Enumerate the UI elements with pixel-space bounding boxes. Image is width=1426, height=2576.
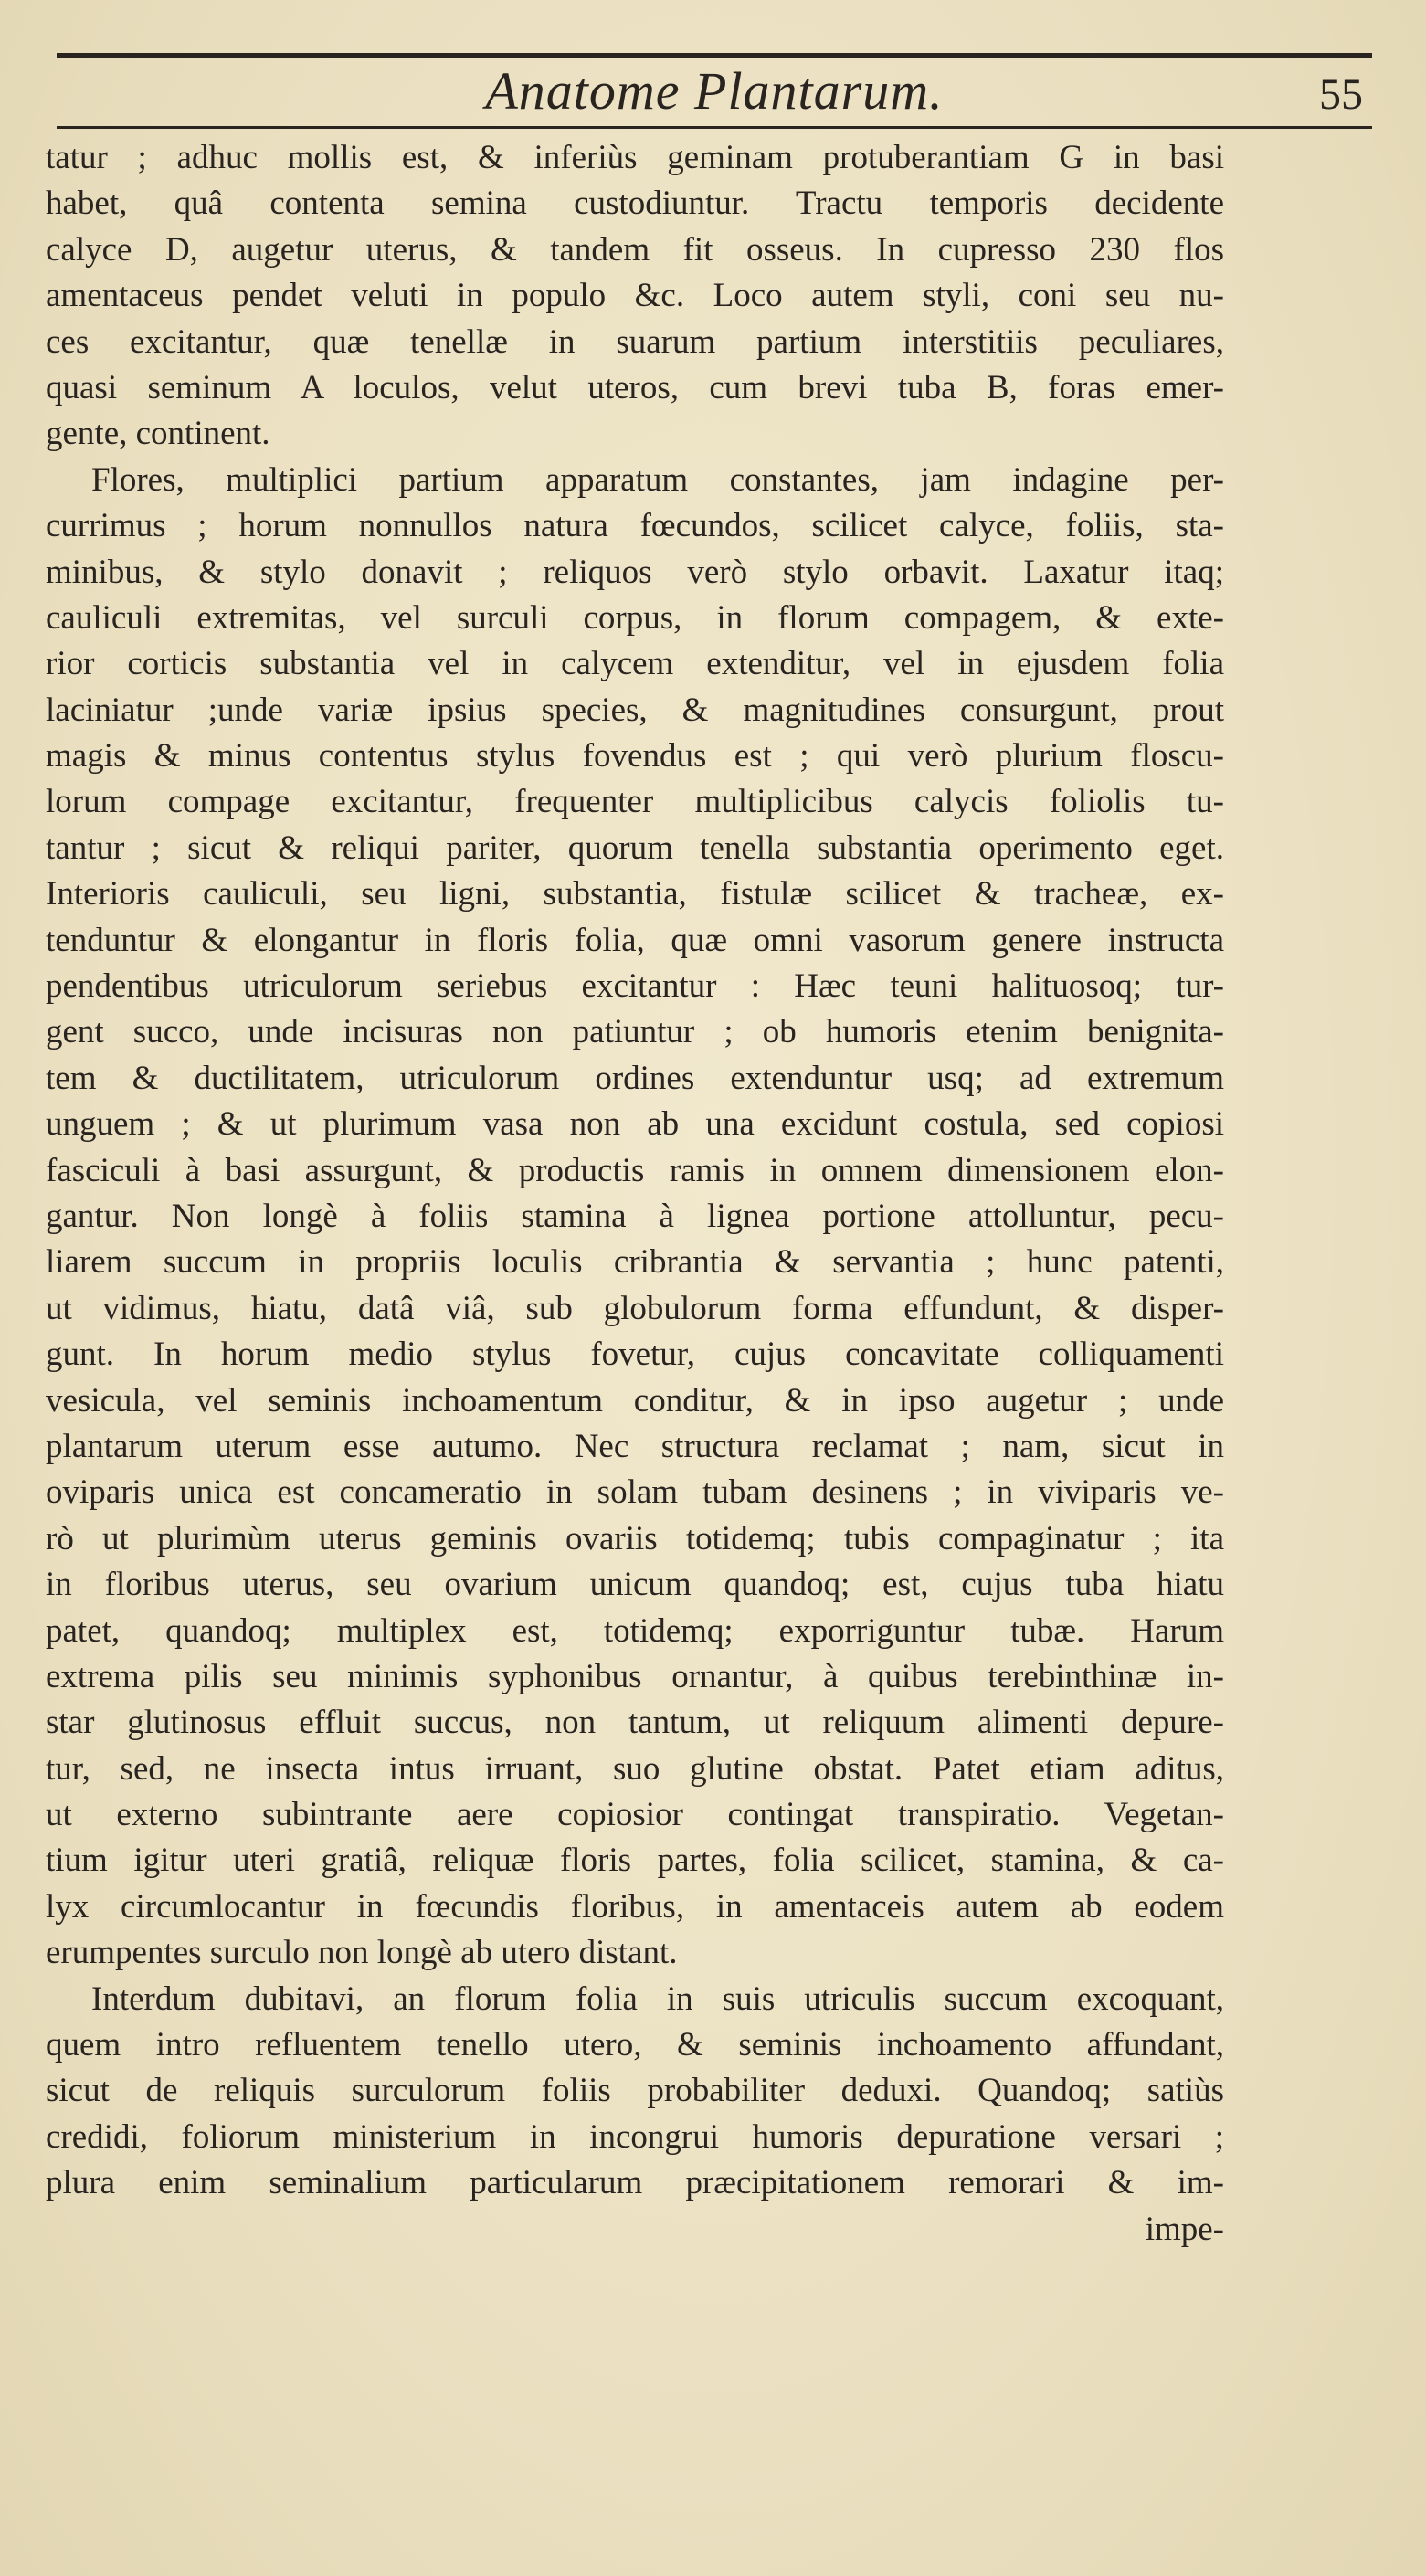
text-line: fasciculi à basi assurgunt, & productis ramis in omnem dimensionem elon- [46,1151,1224,1189]
text-line: tem & ductilitatem, utriculorum ordines extenduntur usq; ad extremum [46,1059,1224,1097]
text-line: magis & minus contentus stylus fovendus est ; qui verò plurium flоscu- [46,737,1224,776]
header-top-rule [57,53,1372,58]
text-line: plantarum uterum esse autumo. Nec structura reclamat ; nam, sicut in [46,1427,1224,1465]
page-header [57,53,1372,130]
text-line: quem intro refluentem tenello utero, & seminis inchoamento affundant, [46,2026,1224,2064]
text-line: oviparis unica est concameratio in solam tubam desinens ; in viviparis ve- [46,1473,1224,1512]
text-line: tium igitur uteri gratiâ, reliquæ floris partes, folia scilicet, stamina, & ca- [46,1842,1224,1880]
text-line: credidi, foliorum ministerium in incongrui humoris depuratione versari ; [46,2117,1224,2156]
text-line: tur, sed, ne insecta intus irruant, suo glutine obstat. Patet etiam aditus, [46,1749,1224,1788]
text-line: laciniatur ;unde variæ ipsius species, & magnitudines consurgunt, prout [46,691,1224,729]
text-line: extrema pilis seu minimis syphonibus ornantur, à quibus terebinthinæ in- [46,1657,1224,1695]
text-line: cauliculi extremitas, vel surculi corpus, in florum compagem, & exte- [46,598,1224,637]
text-line: Flores, multiplici partium apparatum constantes, jam indagine per- [91,460,1224,499]
text-line: amentaceus pendet veluti in populo &c. Loco autem styli, coni seu nu- [46,277,1224,315]
text-line: tenduntur & elongantur in floris folia, quæ omni vasorum genere instructa [46,921,1224,959]
text-line: patet, quandoq; multiplex est, totidemq; exporriguntur tubæ. Harum [46,1611,1224,1650]
text-line: lyx circumlocantur in fœcundis floribus, in amentaceis autem ab eodem [46,1887,1224,1926]
text-line: unguem ; & ut plurimum vasa non ab una excidunt costula, sed copiosi [46,1105,1224,1144]
text-line: liarem succum in propriis loculis cribrantia & servantia ; hunc patenti, [46,1243,1224,1282]
text-line: gente, continent. [46,415,270,453]
running-title: Anatome Plantarum. [485,61,944,121]
text-line: erumpentes surculo non longè ab utero distant. [46,1934,678,1972]
text-line: gunt. In horum medio stylus fovetur, cujus concavitate colliquamenti [46,1336,1224,1374]
text-line: gantur. Non longè à foliis stamina à lignea portione attolluntur, pecu- [46,1197,1224,1235]
text-line: in floribus uterus, seu ovarium unicum quandoq; est, cujus tuba hiatu [46,1566,1224,1604]
header-bottom-rule [57,126,1372,129]
text-line: calyce D, augetur uterus, & tandem fit osseus. In cupresso 230 flos [46,230,1224,269]
catchword: impe- [1145,2210,1224,2248]
text-line: star glutinosus effluit succus, non tantum, ut reliquum alimenti depure- [46,1704,1224,1742]
text-line: lorum compage excitantur, frequenter multiplicibus calycis foliolis tu- [46,783,1224,821]
text-line: sicut de reliquis surculorum foliis probabiliter deduxi. Quandoq; satiùs [46,2072,1224,2110]
text-line: ut externo subintrante aere copiosior contingat transpiratio. Vegetan- [46,1796,1224,1834]
text-line: tantur ; sicut & reliqui pariter, quorum tenella substantia operimento eget. [46,829,1224,867]
text-line: plura enim seminalium particularum præcipitationem remorari & im- [46,2164,1224,2202]
text-line: quasi seminum A loculos, velut uteros, cum brevi tuba B, foras emer- [46,368,1224,406]
page-number: 55 [1319,70,1363,119]
text-line: Interdum dubitavi, an florum folia in suis utriculis succum excoquant, [91,1980,1224,2018]
body-text [46,135,1224,2253]
text-line: vesicula, vel seminis inchoamentum conditur, & in ipso augetur ; unde [46,1381,1224,1420]
text-line: rò ut plurimùm uterus geminis ovariis totidemq; tubis compaginatur ; ita [46,1519,1224,1557]
text-line: currimus ; horum nonnullos natura fœcundos, scilicet calyce, foliis, sta- [46,507,1224,545]
text-line: minibus, & stylo donavit ; reliquos verò stylo orbavit. Laxatur itaq; [46,553,1224,591]
text-line: ut vidimus, hiatu, datâ viâ, sub globulorum forma effundunt, & disper- [46,1289,1224,1327]
text-line: ces excitantur, quæ tenellæ in suarum partium interstitiis peculiares, [46,322,1224,361]
text-line: gent succo, unde incisuras non patiuntur ; ob humoris etenim benignita- [46,1013,1224,1051]
text-line: rior corticis substantia vel in calycem extenditur, vel in ejusdem folia [46,645,1224,683]
text-line: pendentibus utriculorum seriebus excitantur : Hæc teuni halituosoq; tur- [46,967,1224,1006]
text-line: Interioris cauliculi, seu ligni, substantia, fistulæ scilicet & tracheæ, ex- [46,875,1224,913]
text-line: tatur ; adhuc mollis est, & inferiùs geminam protuberantiam G in basi [46,139,1224,176]
text-line: habet, quâ contenta semina custodiuntur. Tractu temporis decidente [46,185,1224,223]
